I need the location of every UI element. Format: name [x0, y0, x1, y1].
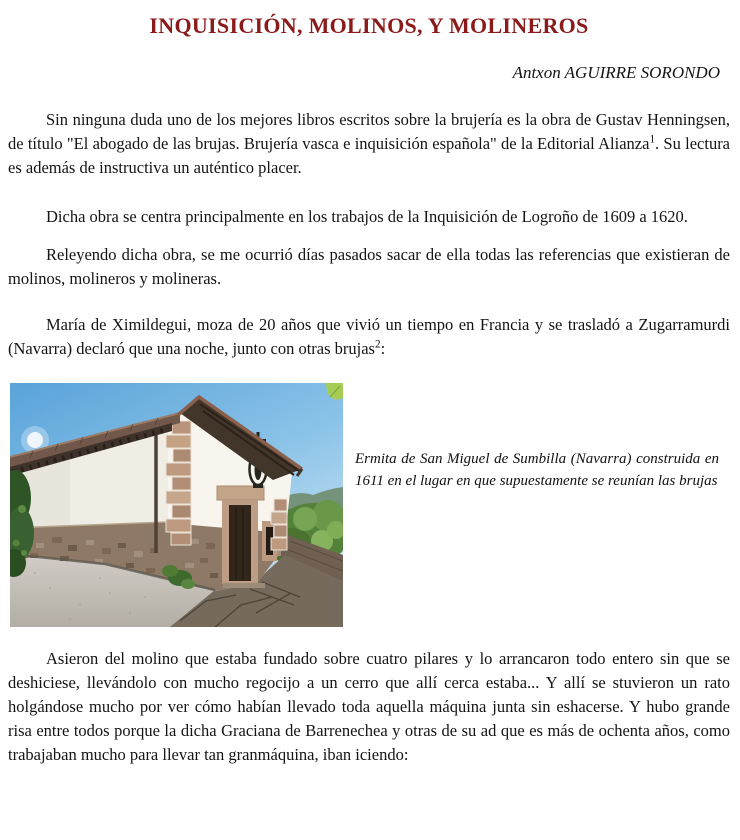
paragraph-4-text: María de Ximildegui, moza de 20 años que vivió un tiempo en Francia y se trasladó a Zugarramurdi (Navarra) declaró que una noche, junto con otras brujas	[8, 315, 730, 358]
footnote-ref-2: 2	[374, 338, 381, 351]
door	[217, 486, 265, 588]
author-byline: Antxon AGUIRRE SORONDO	[512, 63, 720, 82]
paragraph-1-text: Sin ninguna duda uno de los mejores libros escritos sobre la brujería es la obra de Gustav Henningsen, de título "El abogado de las brujas. Brujería vasca e inquisición española" de la Editorial Alianza	[8, 110, 730, 153]
ermita-photo-illustration	[10, 383, 343, 627]
paragraph-2: Dicha obra se centra principalmente en los trabajos de la Inquisición de Logroño de 1609 a 1620.	[46, 207, 688, 226]
ermita-photo	[10, 383, 343, 627]
figure	[8, 383, 730, 627]
paragraph-4	[8, 313, 730, 361]
paragraph-1	[8, 108, 730, 180]
paragraph-5: Asieron del molino que estaba fundado sobre cuatro pilares y lo arrancaron todo entero sin que se deshiciese, llevándolo con mucho regocijo a un cerro que allí cerca estaba... Y allí se stuvieron un rato holgándose mucho por ver cómo habían llevado toda aquella máquina junta sin eshacerse. Y hubo grande risa entre todos porque la dicha Graciana de Barrenechea y otras de su ad que es más de ochenta años, como trabajaban mucho para llevar tan granmáquina, iban iciendo:	[8, 649, 730, 764]
paragraph-3: Releyendo dicha obra, se me ocurrió días pasados sacar de ella todas las referencias que existieran de molinos, molineros y molineras.	[8, 245, 730, 288]
footnote-ref-1: 1	[649, 133, 656, 146]
paragraph-4-cont: :	[380, 339, 386, 358]
paragraph-1-cont: . Su lectura es además de instructiva un auténtico placer.	[8, 134, 731, 177]
page-title: INQUISICIÓN, MOLINOS, Y MOLINEROS	[149, 13, 589, 38]
figure-caption: Ermita de San Miguel de Sumbilla (Navarra) construida en 1611 en el lugar en que supuestamente se reunían las brujas	[355, 451, 719, 489]
